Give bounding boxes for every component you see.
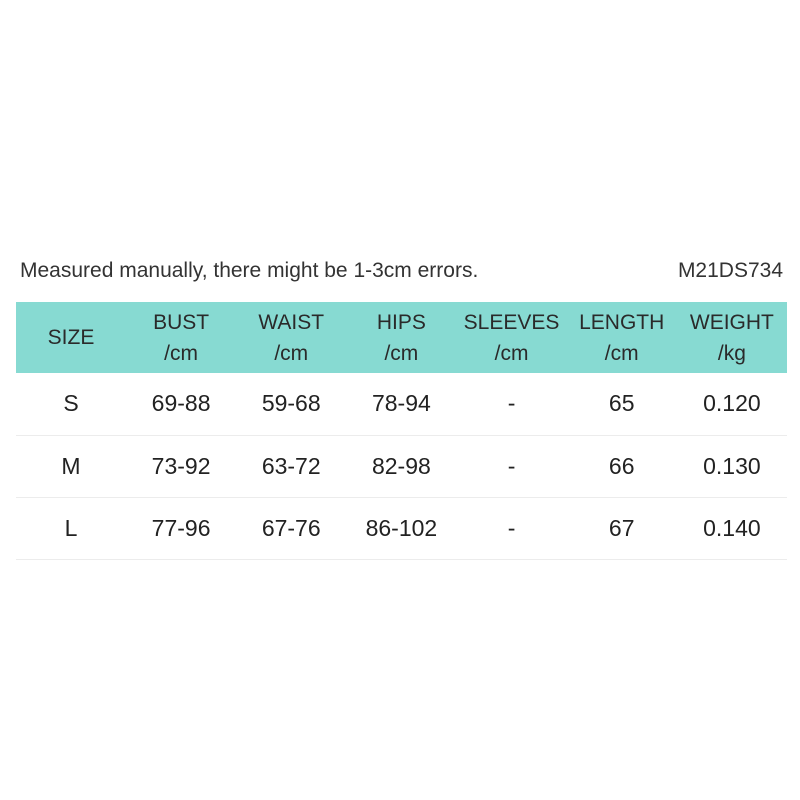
cell-size: M (61, 452, 81, 479)
header-label: WAIST (258, 310, 325, 334)
table-row (16, 373, 787, 435)
header-unit: /cm (274, 341, 309, 365)
cell-sleeves: - (507, 514, 516, 541)
cell-waist: 67-76 (261, 514, 321, 541)
table-row (16, 497, 787, 559)
product-code: M21DS734 (677, 259, 783, 282)
header-hips (346, 302, 456, 373)
header-label: WEIGHT (689, 310, 774, 334)
cell-bust: 77-96 (151, 514, 211, 541)
cell-hips: 82-98 (371, 452, 431, 479)
measurement-note: Measured manually, there might be 1-3cm errors. (20, 259, 479, 282)
cell-hips: 78-94 (371, 390, 431, 417)
table-row (16, 435, 787, 497)
header-unit: /cm (164, 341, 198, 365)
header-unit: /cm (384, 341, 419, 365)
header-label: LENGTH (579, 310, 665, 334)
cell-length: 65 (608, 390, 635, 417)
header-label: HIPS (376, 310, 426, 334)
header-weight (677, 302, 787, 373)
cell-size: S (63, 390, 79, 417)
header-length (567, 302, 677, 373)
cell-weight: 0.130 (703, 452, 761, 479)
cell-waist: 59-68 (261, 390, 321, 417)
header-sleeves (456, 302, 566, 373)
header-row (16, 302, 787, 373)
header-label: SLEEVES (463, 310, 560, 334)
table-body (16, 373, 787, 559)
table-header (16, 302, 787, 373)
header-size (16, 302, 126, 373)
cell-hips: 86-102 (365, 514, 438, 541)
cell-sleeves: - (507, 390, 516, 417)
header-unit: /kg (717, 341, 746, 365)
cell-length: 67 (608, 514, 635, 541)
header-label: BUST (153, 310, 210, 334)
header-unit: /cm (604, 341, 639, 365)
cell-sleeves: - (507, 452, 516, 479)
cell-size: L (64, 514, 78, 541)
size-chart-table (16, 302, 787, 560)
header-label: SIZE (47, 326, 95, 349)
cell-bust: 69-88 (151, 390, 211, 417)
cell-weight: 0.120 (703, 390, 761, 417)
cell-waist: 63-72 (261, 452, 321, 479)
cell-bust: 73-92 (151, 452, 211, 479)
header-bust (126, 302, 236, 373)
cell-length: 66 (608, 452, 635, 479)
header-waist (236, 302, 346, 373)
cell-weight: 0.140 (703, 514, 761, 541)
header-unit: /cm (494, 341, 529, 365)
